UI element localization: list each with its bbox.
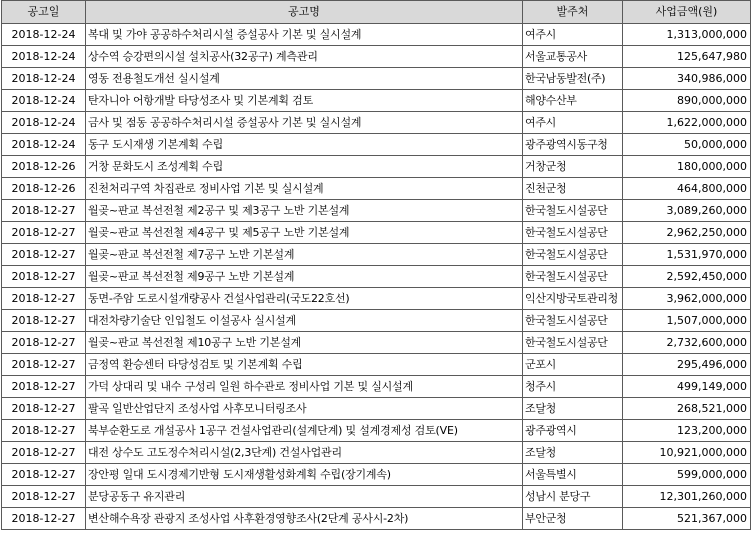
cell-amount[interactable]: 295,496,000 [623, 354, 751, 376]
header-org[interactable]: 발주처 [523, 1, 623, 24]
cell-amount[interactable]: 123,200,000 [623, 420, 751, 442]
cell-title[interactable]: 가덕 상대리 및 내수 구성리 일원 하수관로 정비사업 기본 및 실시설계 [86, 376, 523, 398]
cell-title[interactable]: 탄자니아 어항개발 타당성조사 및 기본계획 검토 [86, 90, 523, 112]
bid-notice-table [1, 0, 751, 530]
cell-title[interactable]: 월곶~판교 복선전철 제10공구 노반 기본설계 [86, 332, 523, 354]
table-row[interactable] [2, 156, 751, 178]
table-row[interactable] [2, 486, 751, 508]
cell-date[interactable]: 2018-12-27 [2, 354, 86, 376]
header-row [2, 1, 751, 24]
cell-title[interactable]: 북부순환도로 개설공사 1공구 건설사업관리(설계단계) 및 설계경제성 검토(VE) [86, 420, 523, 442]
cell-title[interactable]: 월곶~판교 복선전철 제4공구 및 제5공구 노반 기본설계 [86, 222, 523, 244]
table-row[interactable] [2, 244, 751, 266]
table-row[interactable] [2, 508, 751, 530]
cell-org[interactable]: 조달청 [523, 442, 623, 464]
cell-date[interactable]: 2018-12-27 [2, 398, 86, 420]
cell-date[interactable]: 2018-12-27 [2, 200, 86, 222]
cell-date[interactable]: 2018-12-27 [2, 486, 86, 508]
cell-org[interactable]: 한국철도시설공단 [523, 310, 623, 332]
cell-org[interactable]: 서울특별시 [523, 464, 623, 486]
cell-title[interactable]: 분당공동구 유지관리 [86, 486, 523, 508]
cell-date[interactable]: 2018-12-26 [2, 156, 86, 178]
cell-org[interactable]: 조달청 [523, 398, 623, 420]
cell-amount[interactable]: 180,000,000 [623, 156, 751, 178]
cell-org[interactable]: 한국철도시설공단 [523, 200, 623, 222]
cell-title[interactable]: 상수역 승강편의시설 설치공사(32공구) 계측관리 [86, 46, 523, 68]
cell-title[interactable]: 대전 상수도 고도정수처리시설(2,3단계) 건설사업관리 [86, 442, 523, 464]
cell-date[interactable]: 2018-12-24 [2, 134, 86, 156]
cell-amount[interactable]: 125,647,980 [623, 46, 751, 68]
cell-date[interactable]: 2018-12-24 [2, 112, 86, 134]
cell-title[interactable]: 금정역 환승센터 타당성검토 및 기본계획 수립 [86, 354, 523, 376]
cell-amount[interactable]: 599,000,000 [623, 464, 751, 486]
table-row[interactable] [2, 90, 751, 112]
cell-org[interactable]: 여주시 [523, 24, 623, 46]
cell-amount[interactable]: 1,622,000,000 [623, 112, 751, 134]
cell-org[interactable]: 여주시 [523, 112, 623, 134]
cell-amount[interactable]: 1,507,000,000 [623, 310, 751, 332]
table-row[interactable] [2, 266, 751, 288]
cell-title[interactable]: 영동 전용철도개선 실시설계 [86, 68, 523, 90]
table-row[interactable] [2, 46, 751, 68]
cell-amount[interactable]: 499,149,000 [623, 376, 751, 398]
table-row[interactable] [2, 376, 751, 398]
cell-amount[interactable]: 12,301,260,000 [623, 486, 751, 508]
cell-date[interactable]: 2018-12-27 [2, 332, 86, 354]
cell-title[interactable]: 대전차량기술단 인입철도 이설공사 실시설계 [86, 310, 523, 332]
cell-org[interactable]: 서울교통공사 [523, 46, 623, 68]
cell-title[interactable]: 금사 및 점동 공공하수처리시설 증설공사 기본 및 실시설계 [86, 112, 523, 134]
cell-date[interactable]: 2018-12-24 [2, 68, 86, 90]
cell-date[interactable]: 2018-12-27 [2, 310, 86, 332]
cell-title[interactable]: 동구 도시재생 기본계획 수립 [86, 134, 523, 156]
cell-title[interactable]: 동면-주암 도로시설개량공사 건설사업관리(국도22호선) [86, 288, 523, 310]
cell-org[interactable]: 한국철도시설공단 [523, 332, 623, 354]
cell-date[interactable]: 2018-12-27 [2, 266, 86, 288]
cell-amount[interactable]: 3,089,260,000 [623, 200, 751, 222]
cell-title[interactable]: 월곶~판교 복선전철 제2공구 및 제3공구 노반 기본설계 [86, 200, 523, 222]
cell-org[interactable]: 군포시 [523, 354, 623, 376]
cell-amount[interactable]: 2,732,600,000 [623, 332, 751, 354]
cell-amount[interactable]: 268,521,000 [623, 398, 751, 420]
table-row[interactable] [2, 354, 751, 376]
cell-title[interactable]: 월곶~판교 복선전철 제7공구 노반 기본설계 [86, 244, 523, 266]
cell-org[interactable]: 한국철도시설공단 [523, 266, 623, 288]
cell-date[interactable]: 2018-12-24 [2, 90, 86, 112]
table-row[interactable] [2, 134, 751, 156]
cell-org[interactable]: 한국철도시설공단 [523, 222, 623, 244]
cell-date[interactable]: 2018-12-27 [2, 420, 86, 442]
cell-date[interactable]: 2018-12-27 [2, 288, 86, 310]
cell-amount[interactable]: 10,921,000,000 [623, 442, 751, 464]
cell-date[interactable]: 2018-12-27 [2, 244, 86, 266]
cell-amount[interactable]: 890,000,000 [623, 90, 751, 112]
table-row[interactable] [2, 200, 751, 222]
cell-date[interactable]: 2018-12-27 [2, 508, 86, 530]
cell-title[interactable]: 진천처리구역 차집관로 정비사업 기본 및 실시설계 [86, 178, 523, 200]
cell-title[interactable]: 거창 문화도시 조성계획 수립 [86, 156, 523, 178]
cell-title[interactable]: 복대 및 가야 공공하수처리시설 증설공사 기본 및 실시설계 [86, 24, 523, 46]
cell-org[interactable]: 한국남동발전(주) [523, 68, 623, 90]
cell-amount[interactable]: 2,592,450,000 [623, 266, 751, 288]
table-row[interactable] [2, 464, 751, 486]
cell-amount[interactable]: 2,962,250,000 [623, 222, 751, 244]
table-row[interactable] [2, 442, 751, 464]
cell-org[interactable]: 광주광역시동구청 [523, 134, 623, 156]
cell-date[interactable]: 2018-12-27 [2, 376, 86, 398]
cell-amount[interactable]: 50,000,000 [623, 134, 751, 156]
table-row[interactable] [2, 68, 751, 90]
cell-amount[interactable]: 1,313,000,000 [623, 24, 751, 46]
header-title[interactable]: 공고명 [86, 1, 523, 24]
cell-org[interactable]: 한국철도시설공단 [523, 244, 623, 266]
cell-date[interactable]: 2018-12-27 [2, 464, 86, 486]
cell-org[interactable]: 광주광역시 [523, 420, 623, 442]
table-body [2, 24, 751, 530]
table-row[interactable] [2, 310, 751, 332]
cell-amount[interactable]: 521,367,000 [623, 508, 751, 530]
cell-org[interactable]: 부안군청 [523, 508, 623, 530]
cell-amount[interactable]: 340,986,000 [623, 68, 751, 90]
cell-amount[interactable]: 464,800,000 [623, 178, 751, 200]
cell-date[interactable]: 2018-12-24 [2, 24, 86, 46]
table-row[interactable] [2, 112, 751, 134]
header-amount[interactable]: 사업금액(원) [623, 1, 751, 24]
cell-amount[interactable]: 1,531,970,000 [623, 244, 751, 266]
cell-org[interactable]: 거창군청 [523, 156, 623, 178]
cell-date[interactable]: 2018-12-27 [2, 222, 86, 244]
table-row[interactable] [2, 420, 751, 442]
cell-org[interactable]: 익산지방국토관리청 [523, 288, 623, 310]
table-row[interactable] [2, 178, 751, 200]
cell-org[interactable]: 성남시 분당구 [523, 486, 623, 508]
table-row[interactable] [2, 398, 751, 420]
table-row[interactable] [2, 288, 751, 310]
table-row[interactable] [2, 222, 751, 244]
cell-date[interactable]: 2018-12-24 [2, 46, 86, 68]
header-date[interactable]: 공고일 [2, 1, 86, 24]
cell-title[interactable]: 변산해수욕장 관광지 조성사업 사후환경영향조사(2단계 공사시-2차) [86, 508, 523, 530]
cell-org[interactable]: 진천군청 [523, 178, 623, 200]
cell-org[interactable]: 해양수산부 [523, 90, 623, 112]
cell-amount[interactable]: 3,962,000,000 [623, 288, 751, 310]
cell-title[interactable]: 팔곡 일반산업단지 조성사업 사후모니터링조사 [86, 398, 523, 420]
cell-title[interactable]: 월곶~판교 복선전철 제9공구 노반 기본설계 [86, 266, 523, 288]
cell-title[interactable]: 장안평 일대 도시경제기반형 도시재생활성화계획 수립(장기계속) [86, 464, 523, 486]
table-row[interactable] [2, 332, 751, 354]
cell-date[interactable]: 2018-12-26 [2, 178, 86, 200]
table-row[interactable] [2, 24, 751, 46]
cell-org[interactable]: 청주시 [523, 376, 623, 398]
cell-date[interactable]: 2018-12-27 [2, 442, 86, 464]
